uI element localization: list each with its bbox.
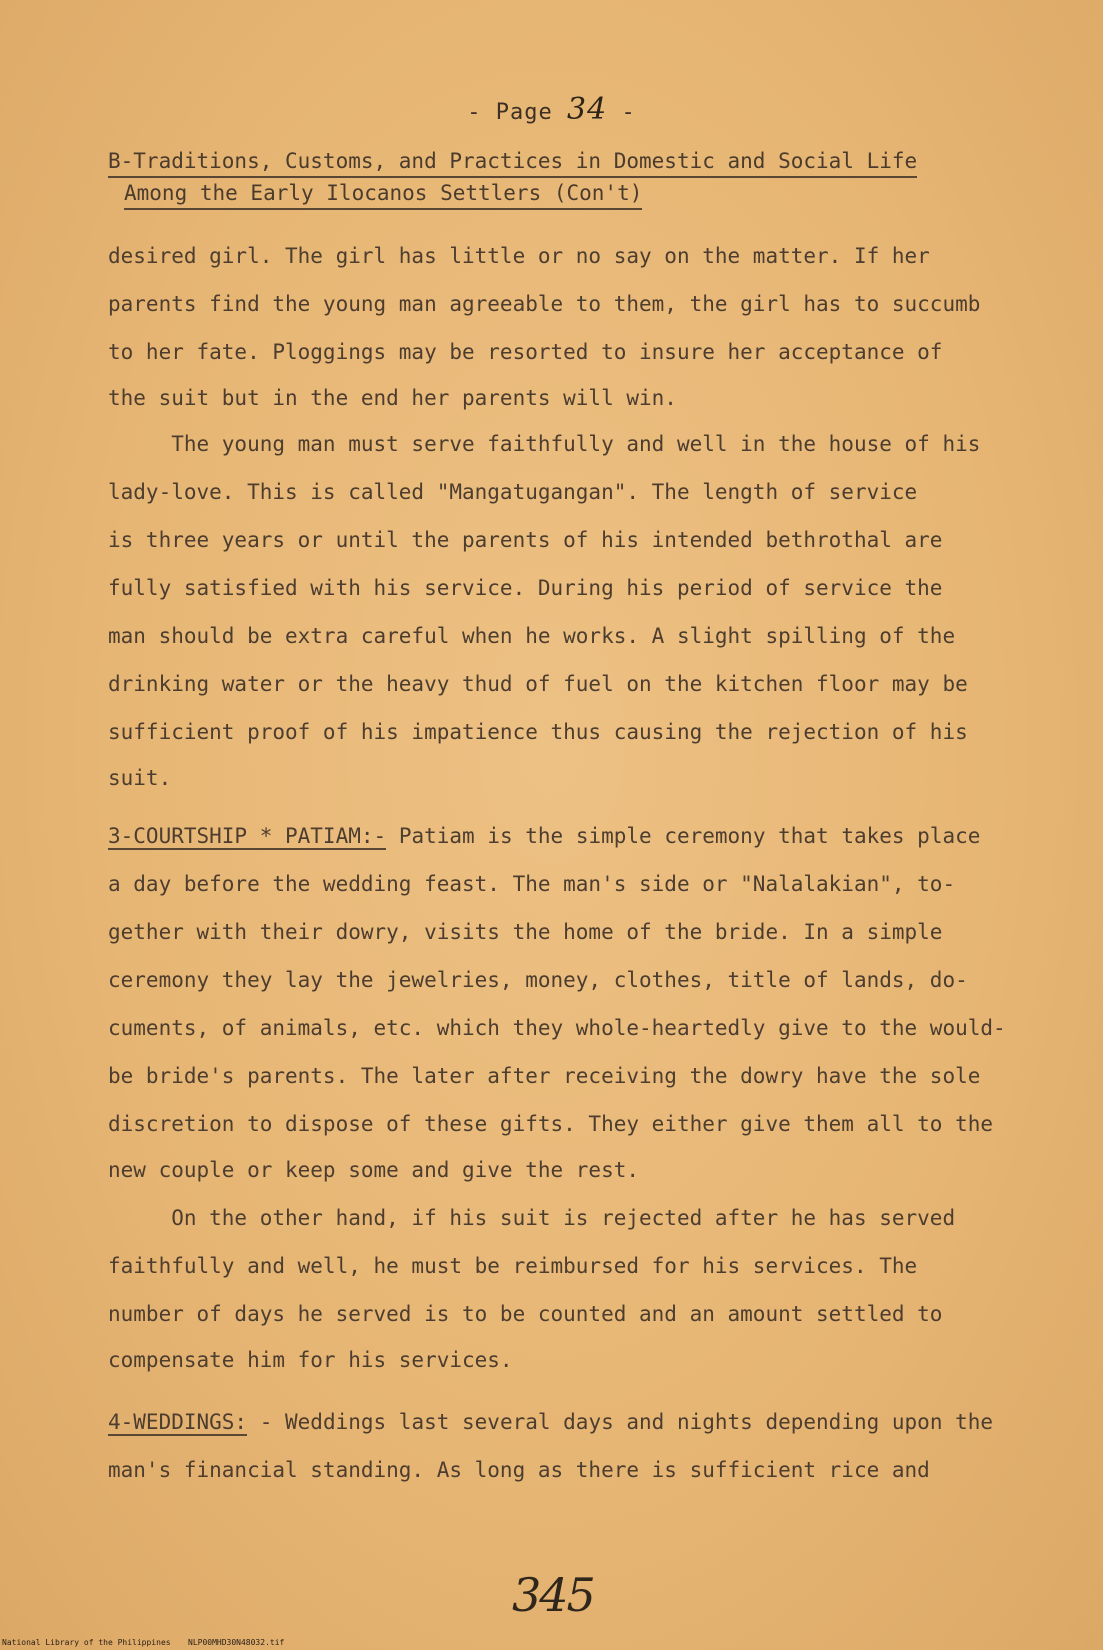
body-line: is three years or until the parents of his intended bethrothal are xyxy=(108,528,943,552)
weddings-line-1 xyxy=(108,1410,993,1434)
weddings-text: - Weddings last several days and nights depending upon the xyxy=(259,1410,994,1434)
heading-line-1: B-Traditions, Customs, and Practices in Domestic and Social Life xyxy=(108,146,917,178)
reimburse-line: On the other hand, if his suit is rejected after he has served xyxy=(108,1206,956,1230)
weddings-line: man's financial standing. As long as there is sufficient rice and xyxy=(108,1458,930,1482)
body-line: fully satisfied with his service. During his period of service the xyxy=(108,576,943,600)
handwritten-stamp: 345 xyxy=(512,1568,594,1622)
body-line: The young man must serve faithfully and well in the house of his xyxy=(108,432,981,456)
body-line: desired girl. The girl has little or no say on the matter. If her xyxy=(108,244,930,268)
footer-library: National Library of the Philippines xyxy=(2,1638,171,1647)
page-suffix: - xyxy=(621,100,636,125)
courtship-line: cuments, of animals, etc. which they whole-heartedly give to the would- xyxy=(108,1016,1006,1040)
weddings-label: 4-WEDDINGS: xyxy=(108,1410,248,1434)
footer-file: NLP00MHD30N48032.tif xyxy=(188,1638,285,1647)
courtship-text: Patiam is the simple ceremony that takes place xyxy=(398,824,981,848)
body-line: suit. xyxy=(108,766,172,790)
section-heading xyxy=(108,146,948,210)
reimburse-line: faithfully and well, he must be reimbursed for his services. The xyxy=(108,1254,918,1278)
reimburse-line: number of days he served is to be counted and an amount settled to xyxy=(108,1302,943,1326)
courtship-line: a day before the wedding feast. The man's side or "Nalalakian", to- xyxy=(108,872,956,896)
heading-line-2: Among the Early Ilocanos Settlers (Con't) xyxy=(124,178,642,210)
body-line: to her fate. Ploggings may be resorted to insure her acceptance of xyxy=(108,340,943,364)
courtship-line: discretion to dispose of these gifts. They either give them all to the xyxy=(108,1112,994,1136)
body-line: parents find the young man agreeable to them, the girl has to succumb xyxy=(108,292,981,316)
page-prefix: - Page xyxy=(467,100,553,125)
courtship-line: new couple or keep some and give the rest. xyxy=(108,1158,640,1182)
reimburse-line: compensate him for his services. xyxy=(108,1348,513,1372)
body-line: sufficient proof of his impatience thus causing the rejection of his xyxy=(108,720,968,744)
footer xyxy=(0,1638,1103,1650)
body-line: the suit but in the end her parents will win. xyxy=(108,386,677,410)
courtship-line-1 xyxy=(108,824,980,848)
body-line: man should be extra careful when he works. A slight spilling of the xyxy=(108,624,956,648)
courtship-line: gether with their dowry, visits the home of the bride. In a simple xyxy=(108,920,943,944)
courtship-line: be bride's parents. The later after receiving the dowry have the sole xyxy=(108,1064,981,1088)
body-line: lady-love. This is called "Mangatugangan". The length of service xyxy=(108,480,918,504)
page-number xyxy=(0,92,1103,127)
body-line: drinking water or the heavy thud of fuel on the kitchen floor may be xyxy=(108,672,968,696)
page-number-value: 34 xyxy=(567,92,608,127)
courtship-line: ceremony they lay the jewelries, money, clothes, title of lands, do- xyxy=(108,968,968,992)
courtship-label: 3-COURTSHIP * PATIAM:- xyxy=(108,824,387,848)
